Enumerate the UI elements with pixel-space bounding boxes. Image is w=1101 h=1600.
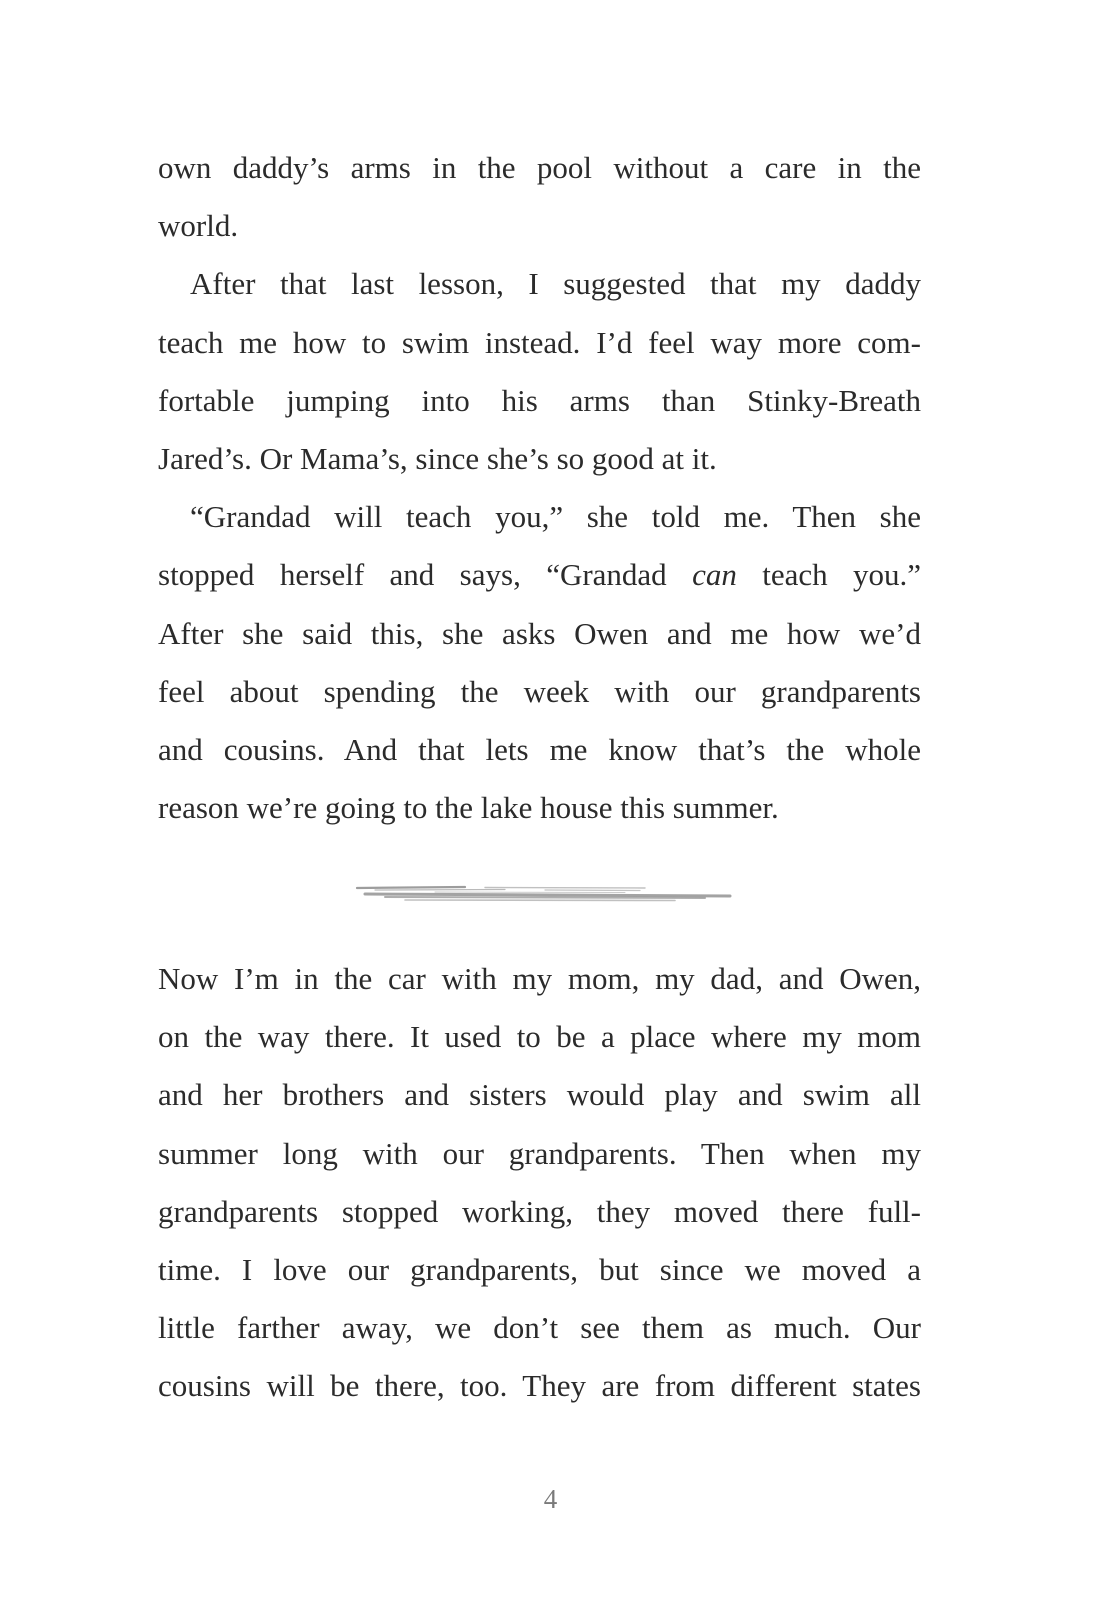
text-line: and cousins. And that lets me know that’s the whole (158, 732, 921, 768)
text-line: fortable jumping into his arms than Stinky-Breath (158, 382, 921, 418)
paragraph (158, 950, 921, 1416)
text-line: cousins will be there, too. They are from different states (158, 1368, 921, 1404)
text-line: time. I love our grandparents, but since we moved a (158, 1252, 921, 1288)
text-line: grandparents stopped working, they moved there full- (158, 1193, 921, 1229)
paragraph (158, 488, 921, 837)
text-line: little farther away, we don’t see them as much. Our (158, 1310, 921, 1346)
text-run: stopped herself and says, “Grandad (158, 557, 693, 593)
text-line: feel about spending the week with our grandparents (158, 673, 921, 709)
text-line: “Grandad will teach you,” she told me. Then she (190, 499, 921, 535)
paragraph (158, 255, 921, 488)
brush-stroke-lines (357, 887, 730, 901)
brush-stroke-divider-icon (345, 878, 735, 910)
text-line: Jared’s. Or Mama’s, since she’s so good at it. (158, 441, 717, 477)
text-line: and her brothers and sisters would play and swim all (158, 1077, 921, 1113)
text-line: Now I’m in the car with my mom, my dad, and Owen, (158, 961, 921, 996)
text-line: After she said this, she asks Owen and me how we’d (158, 615, 921, 651)
text-line: summer long with our grandparents. Then when my (158, 1135, 921, 1171)
text-line: on the way there. It used to be a place where my mom (158, 1019, 921, 1055)
emphasis-text: can (692, 557, 737, 593)
text-line: reason we’re going to the lake house this summer. (158, 790, 779, 826)
text-line (158, 546, 921, 604)
paragraph (158, 139, 921, 255)
text-line: After that last lesson, I suggested that my daddy (190, 266, 921, 302)
text-line: world. (158, 208, 239, 244)
text-run: teach you.” (736, 557, 921, 593)
body-text-section-1 (158, 139, 921, 837)
page-number: 4 (543, 1484, 558, 1514)
body-text-section-2 (158, 950, 921, 1416)
text-line: teach me how to swim instead. I’d feel way more com- (158, 324, 921, 360)
text-line: own daddy’s arms in the pool without a care in the (158, 150, 921, 185)
